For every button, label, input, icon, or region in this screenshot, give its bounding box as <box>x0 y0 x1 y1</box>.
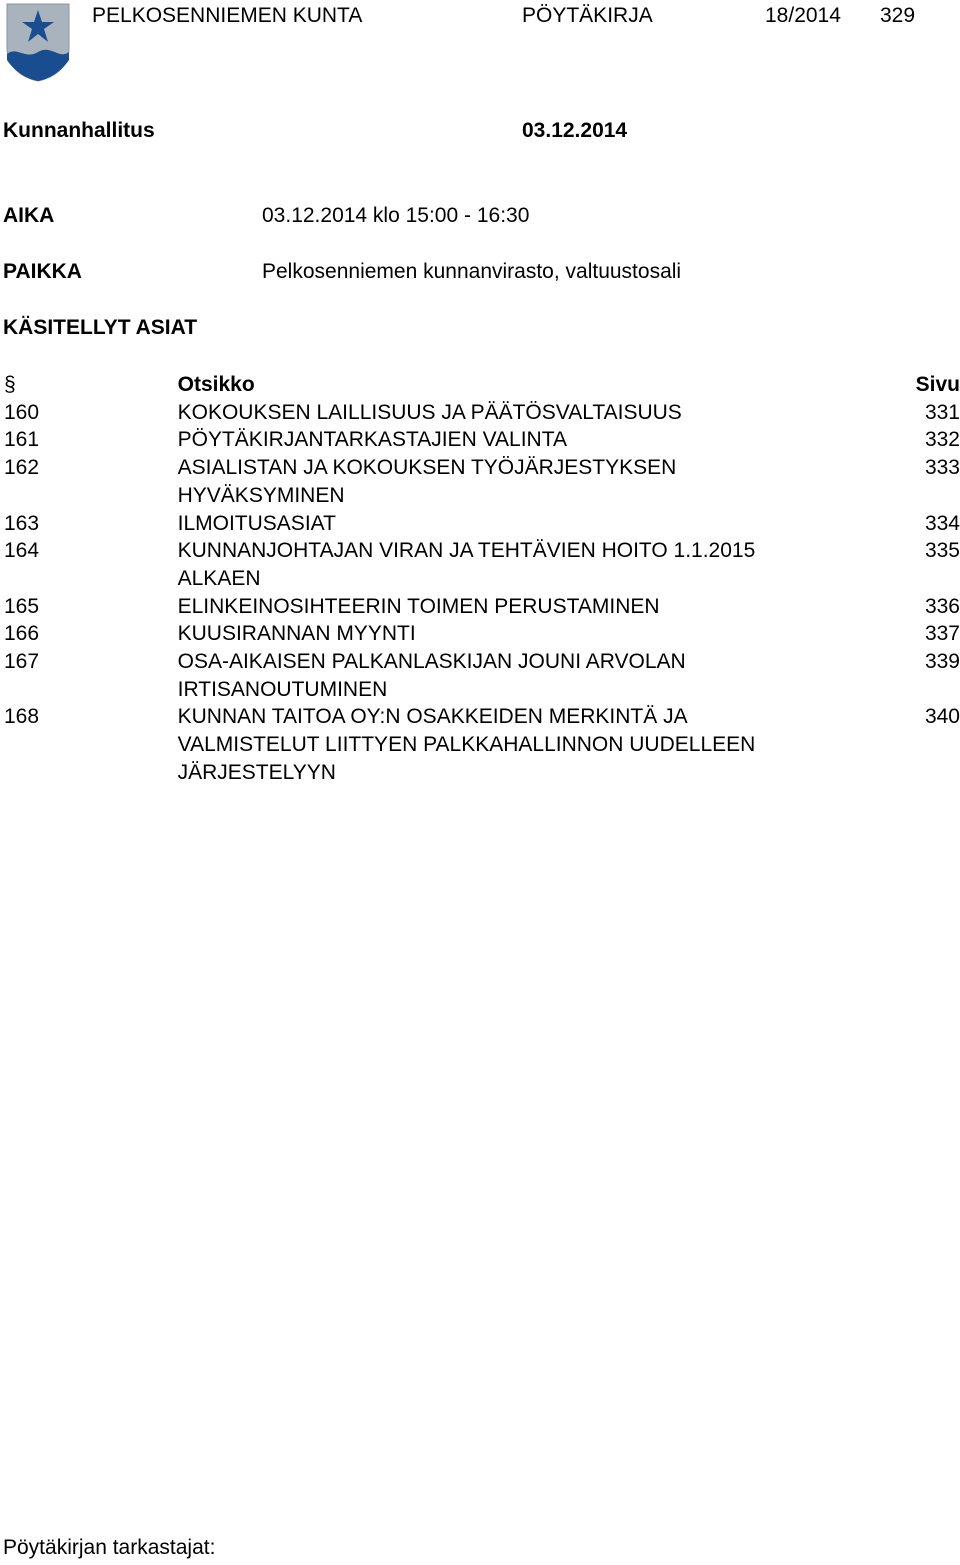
item-page: 333 <box>924 456 960 480</box>
item-title: ELINKEINOSIHTEERIN TOIMEN PERUSTAMINEN <box>177 594 660 618</box>
item-title: ILMOITUSASIAT <box>177 511 336 535</box>
section-column-header <box>4 371 178 399</box>
table-row <box>4 537 960 592</box>
item-number: 160 <box>4 400 40 424</box>
agenda-heading: KÄSITELLYT ASIAT <box>3 316 198 339</box>
section-mark-icon: § <box>4 373 16 396</box>
meeting-date: 03.12.2014 <box>522 119 628 142</box>
title-column-header: Otsikko <box>177 373 255 396</box>
meeting-body: Kunnanhallitus <box>3 119 155 142</box>
item-number: 163 <box>4 511 40 535</box>
item-page: 340 <box>924 705 960 729</box>
item-number: 167 <box>4 650 40 674</box>
page-number: 329 <box>880 4 916 27</box>
item-page: 331 <box>924 400 960 424</box>
item-page: 335 <box>924 539 960 563</box>
table-header-row <box>4 371 960 399</box>
item-page: 336 <box>924 594 960 618</box>
item-page: 334 <box>924 511 960 535</box>
table-row <box>4 510 960 538</box>
table-row <box>4 648 960 703</box>
place-value: Pelkosenniemen kunnanvirasto, valtuustosali <box>262 260 682 283</box>
item-title: KUNNANJOHTAJAN VIRAN JA TEHTÄVIEN HOITO 1.1.2015 ALKAEN <box>177 539 756 590</box>
page-column-header: Sivu <box>915 373 960 396</box>
table-row <box>4 703 960 786</box>
item-page: 332 <box>924 428 960 452</box>
table-row <box>4 399 960 427</box>
item-title: OSA-AIKAISEN PALKANLASKIJAN JOUNI ARVOLAN IRTISANOUTUMINEN <box>177 650 686 701</box>
table-row <box>4 620 960 648</box>
item-number: 162 <box>4 456 40 480</box>
item-number: 166 <box>4 622 40 646</box>
item-title: KUNNAN TAITOA OY:N OSAKKEIDEN MERKINTÄ JA VALMISTELUT LIITTYEN PALKKAHALLINNON UUDELLEEN JÄRJESTELYYN <box>177 705 756 784</box>
item-number: 161 <box>4 428 40 452</box>
document-number: 18/2014 <box>765 4 841 27</box>
item-number: 164 <box>4 539 40 563</box>
item-title: KUUSIRANNAN MYYNTI <box>177 622 416 646</box>
agenda-table <box>4 371 960 787</box>
table-row <box>4 426 960 454</box>
item-number: 165 <box>4 594 40 618</box>
item-title: PÖYTÄKIRJANTARKASTAJIEN VALINTA <box>177 428 567 452</box>
item-title: KOKOUKSEN LAILLISUUS JA PÄÄTÖSVALTAISUUS <box>177 400 682 424</box>
coat-of-arms-icon <box>5 2 71 82</box>
item-title: ASIALISTAN JA KOKOUKSEN TYÖJÄRJESTYKSEN HYVÄKSYMINEN <box>177 456 677 507</box>
document-type: PÖYTÄKIRJA <box>522 4 653 27</box>
reviewers-label: Pöytäkirjan tarkastajat: <box>3 1536 216 1559</box>
table-row <box>4 593 960 621</box>
item-number: 168 <box>4 705 40 729</box>
place-label: PAIKKA <box>3 260 82 283</box>
time-label: AIKA <box>3 204 55 227</box>
organization-name: PELKOSENNIEMEN KUNTA <box>92 4 363 27</box>
item-page: 337 <box>924 622 960 646</box>
table-row <box>4 454 960 509</box>
time-value: 03.12.2014 klo 15:00 - 16:30 <box>262 204 530 227</box>
item-page: 339 <box>924 650 960 674</box>
